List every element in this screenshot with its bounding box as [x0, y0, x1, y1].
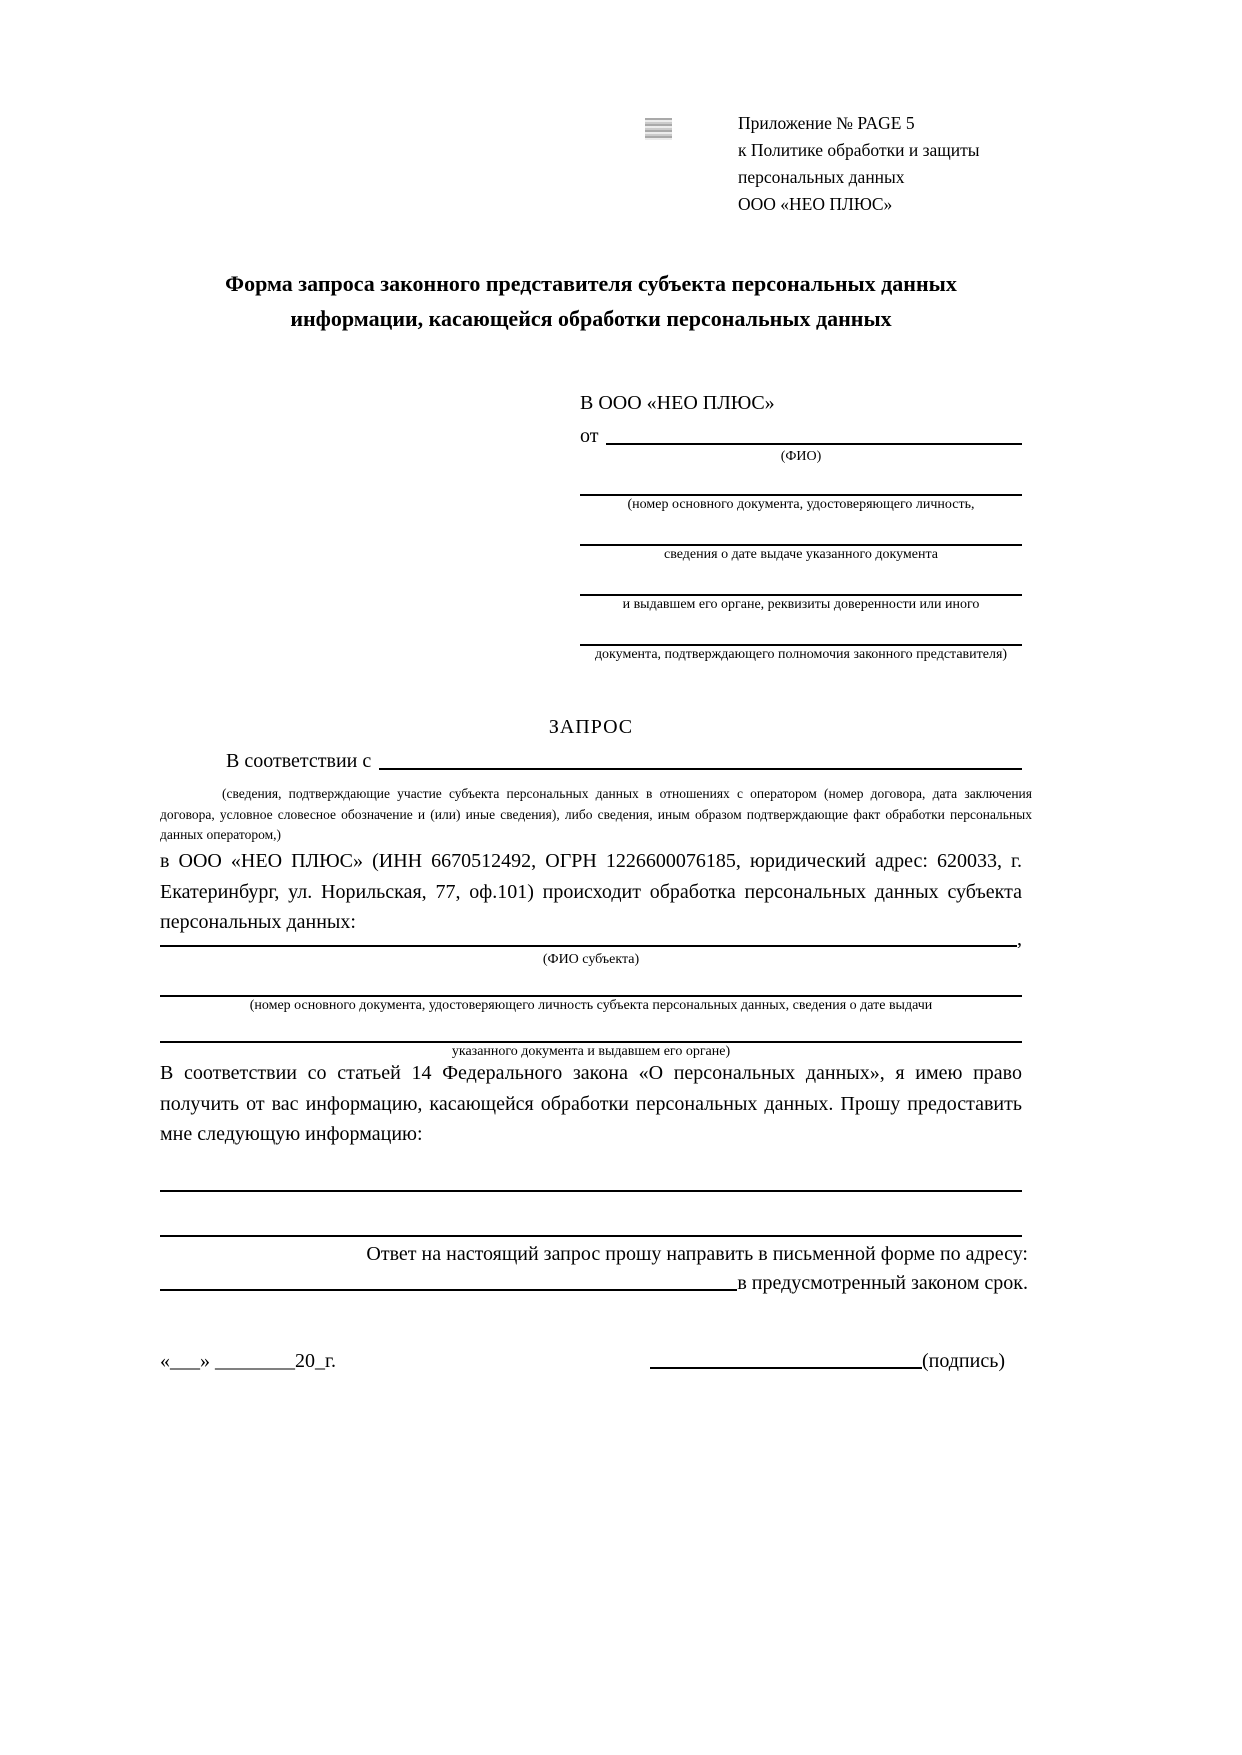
from-row [580, 425, 1022, 448]
document-title [160, 266, 1022, 336]
accordance-row [160, 750, 1022, 773]
accordance-blank-line[interactable] [379, 767, 1022, 770]
addressee-block [580, 392, 1022, 664]
address-blank-line[interactable] [160, 1288, 737, 1291]
field-code-artifact-icon [645, 118, 672, 140]
appendix-block [738, 110, 980, 218]
appendix-line: Приложение № PAGE 5 [738, 113, 915, 133]
subject-line-suffix: , [1017, 928, 1022, 950]
field-caption: сведения о дате выдаче указанного документа [664, 547, 938, 562]
appendix-line: к Политике обработки и защиты [738, 140, 980, 160]
requested-info-blank-line-1[interactable] [160, 1190, 1022, 1192]
field-caption: и выдавшем его органе, реквизиты доверенности или иного [622, 597, 980, 612]
subject-caption: указанного документа и выдавшем его органе) [451, 1044, 731, 1059]
fio-caption: (ФИО) [780, 449, 822, 464]
answer-suffix: в предусмотренный законом срок. [737, 1272, 1028, 1294]
subject-caption: (номер основного документа, удостоверяющего личность субъекта персональных данных, сведения о дате выдачи [249, 998, 933, 1013]
signature-caption: (подпись) [921, 1350, 1005, 1372]
field-caption: документа, подтверждающего полномочия законного представителя) [594, 647, 1008, 662]
accordance-label: В соответствии с [226, 750, 372, 772]
field-caption: (номер основного документа, удостоверяющего личность, [627, 497, 975, 512]
subject-fio-row [160, 928, 1022, 951]
answer-instruction: Ответ на настоящий запрос прошу направить в письменной форме по адресу: [366, 1243, 1028, 1265]
signature-blank-line[interactable] [650, 1367, 922, 1369]
subject-caption: (ФИО субъекта) [542, 952, 640, 967]
document-title-line2: информации, касающейся обработки персональных данных [290, 306, 892, 331]
fine-print: (сведения, подтверждающие участие субъекта персональных данных в отношениях с оператором (номер договора, дата заключения договора, условное словесное обозначение и (или) иные сведения), либо сведения, иным образом подтверждающие факт обработки персональных данных оператором,) [160, 786, 1032, 842]
requested-info-blank-line-2[interactable] [160, 1235, 1022, 1237]
request-heading: ЗАПРОС [548, 716, 634, 738]
addressee-organization: В ООО «НЕО ПЛЮС» [580, 392, 775, 414]
subject-fio-blank-line[interactable] [160, 944, 1017, 947]
fio-blank-line[interactable] [606, 442, 1022, 445]
operator-paragraph: в ООО «НЕО ПЛЮС» (ИНН 6670512492, ОГРН 1226600076185, юридический адрес: 620033, г. Екатеринбург, ул. Норильская, 77, оф.101) происходит обработка персональных данных субъекта персональных данных: [160, 850, 1022, 933]
from-label: от [580, 425, 599, 447]
appendix-line: персональных данных [738, 167, 905, 187]
subject-block [160, 928, 1022, 1061]
date-blank[interactable]: «___» ________20_г. [160, 1350, 336, 1372]
law-paragraph: В соответствии со статьей 14 Федерального закона «О персональных данных», я имею право получить от вас информацию, касающейся обработки персональных данных. Прошу предоставить мне следующую информацию: [160, 1062, 1022, 1145]
footer-row [160, 1350, 1005, 1373]
answer-address-row [160, 1272, 1028, 1295]
document-title-line1: Форма запроса законного представителя субъекта персональных данных [225, 271, 957, 296]
appendix-line: ООО «НЕО ПЛЮС» [738, 194, 893, 214]
